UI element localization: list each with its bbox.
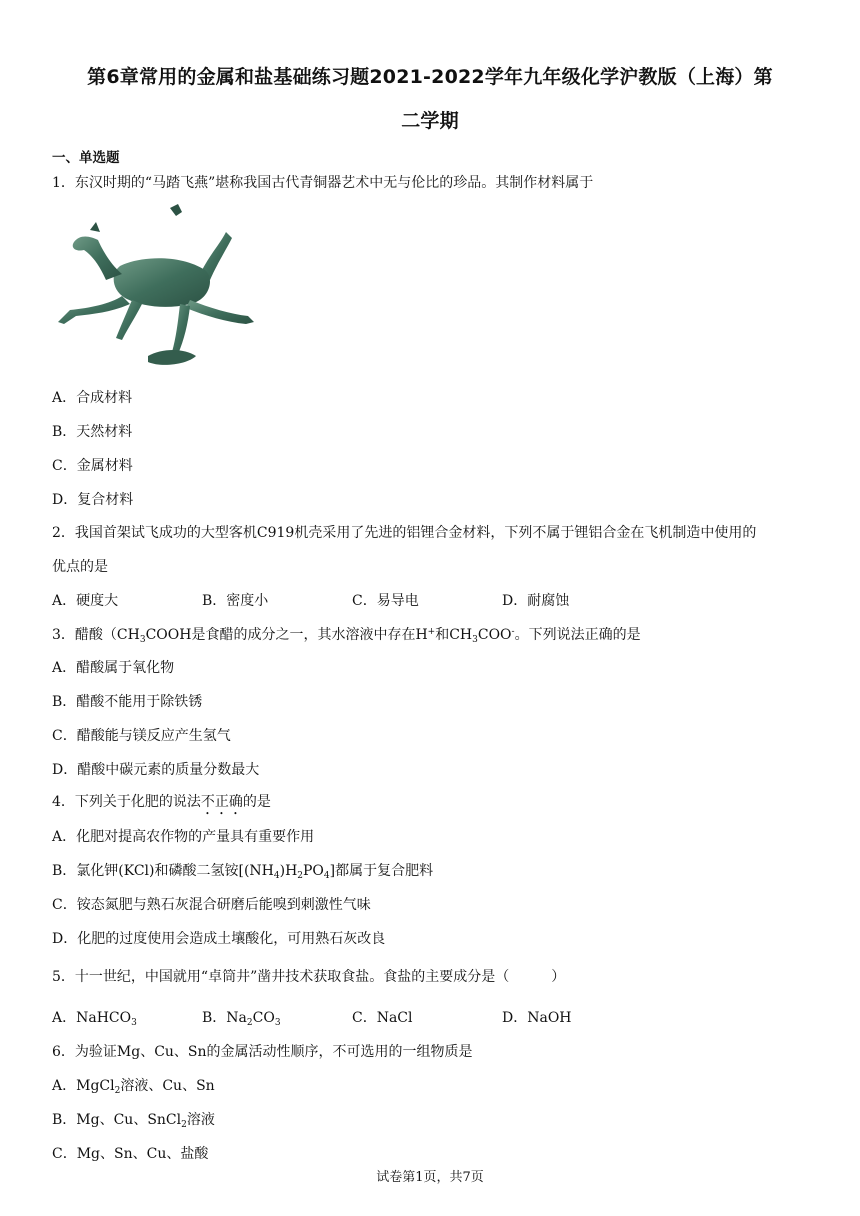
q3-option-c: C．醋酸能与镁反应产生氢气 bbox=[52, 728, 231, 744]
q4-option-d: D．化肥的过度使用会造成土壤酸化，可用熟石灰改良 bbox=[52, 931, 386, 947]
q1-option-a: A．合成材料 bbox=[52, 390, 133, 406]
question-4-stem: 4．下列关于化肥的说法不正确的是 bbox=[52, 794, 271, 810]
question-2-stem-line-2: 优点的是 bbox=[52, 559, 108, 575]
q6-option-a: A．MgCl$_2$溶液、Cu、Sn bbox=[52, 1078, 215, 1096]
q4-option-b: B．氯化钾(KCl)和磷酸二氢铵$[(NH_4)H_2PO_4]$都属于复合肥料 bbox=[52, 863, 434, 881]
q5-option-c: C．NaCl bbox=[352, 1010, 413, 1026]
q1-option-d: D．复合材料 bbox=[52, 492, 134, 508]
bronze-horse-image bbox=[50, 204, 260, 376]
emphasis-text: 不正确 bbox=[200, 794, 243, 810]
q1-option-b: B．天然材料 bbox=[52, 424, 133, 440]
q2-option-d: D．耐腐蚀 bbox=[502, 593, 570, 609]
page-title-line-2: 二学期 bbox=[401, 110, 459, 132]
q4-option-a: A．化肥对提高农作物的产量具有重要作用 bbox=[52, 829, 315, 845]
section-heading: 一、单选题 bbox=[52, 150, 120, 166]
q5-option-d: D．NaOH bbox=[502, 1010, 572, 1026]
q1-option-c: C．金属材料 bbox=[52, 458, 133, 474]
question-2-stem-line-1: 2．我国首架试飞成功的大型客机C919机壳采用了先进的铝锂合金材料，下列不属于锂铝合金在飞机制造中使用的 bbox=[52, 525, 757, 541]
question-6-stem: 6．为验证Mg、Cu、Sn的金属活动性顺序，不可选用的一组物质是 bbox=[52, 1044, 473, 1060]
q2-option-b: B．密度小 bbox=[202, 593, 269, 609]
page-footer: 试卷第1页，共7页 bbox=[376, 1170, 484, 1185]
q5-option-a: A．NaHCO$_3$ bbox=[52, 1010, 137, 1028]
question-3-stem: 3．醋酸（$CH_3COOH$是食醋的成分之一，其水溶液中存在H+和$CH_3COO^-$。下列说法正确的是 bbox=[52, 627, 641, 645]
q2-option-a: A．硬度大 bbox=[52, 593, 119, 609]
q2-option-c: C．易导电 bbox=[352, 593, 419, 609]
q3-option-b: B．醋酸不能用于除铁锈 bbox=[52, 694, 203, 710]
question-1-stem: 1．东汉时期的“马踏飞燕”堪称我国古代青铜器艺术中无与伦比的珍品。其制作材料属于 bbox=[52, 175, 594, 191]
q6-option-b: B．Mg、Cu、SnCl$_2$溶液 bbox=[52, 1112, 215, 1130]
q6-option-c: C．Mg、Sn、Cu、盐酸 bbox=[52, 1146, 209, 1162]
q5-option-b: B．$Na_2CO_3$ bbox=[202, 1010, 281, 1028]
page-title-line-1: 第6章常用的金属和盐基础练习题2021-2022学年九年级化学沪教版（上海）第 bbox=[87, 66, 773, 88]
q3-option-a: A．醋酸属于氧化物 bbox=[52, 660, 175, 676]
q4-option-c: C．铵态氮肥与熟石灰混合研磨后能嗅到刺激性气味 bbox=[52, 897, 371, 913]
question-5-stem: 5．十一世纪，中国就用“卓筒井”凿井技术获取食盐。食盐的主要成分是（ ） bbox=[52, 969, 566, 985]
q3-option-d: D．醋酸中碳元素的质量分数最大 bbox=[52, 762, 260, 778]
